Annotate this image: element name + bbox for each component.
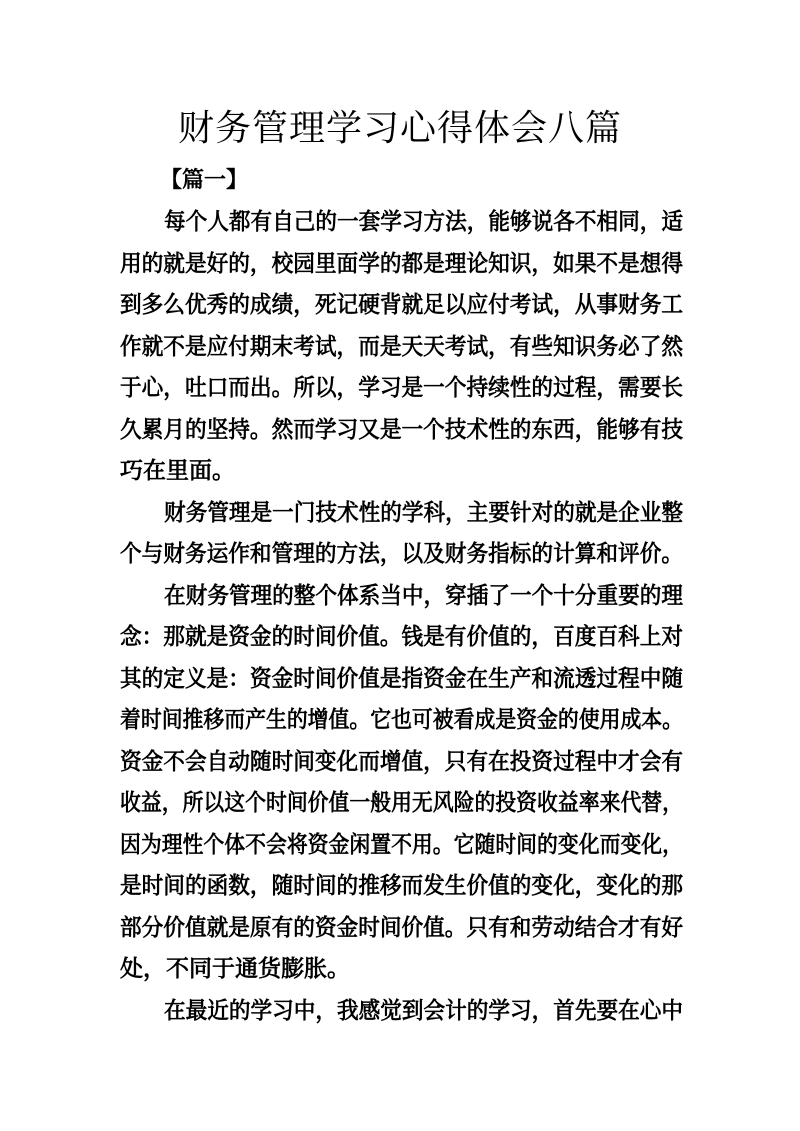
section-heading: 【篇一】 — [160, 167, 249, 193]
paragraph-line: 到多么优秀的成绩，死记硬背就足以应付考试，从事财务工 — [120, 291, 683, 318]
paragraph-line: 于心，吐口而出。所以，学习是一个持续性的过程，需要长 — [120, 374, 683, 401]
document-title: 财务管理学习心得体会八篇 — [177, 108, 622, 149]
paragraph-line: 处，不同于通货膨胀。 — [120, 955, 350, 982]
paragraph-line: 个与财务运作和管理的方法，以及财务指标的计算和评价。 — [120, 540, 683, 567]
paragraph-line: 在财务管理的整个体系当中，穿插了一个十分重要的理 — [164, 582, 683, 609]
paragraph-line: 收益，所以这个时间价值一般用无风险的投资收益率来代替， — [120, 789, 683, 816]
paragraph-line: 因为理性个体不会将资金闲置不用。它随时间的变化而变化， — [120, 831, 683, 858]
paragraph-line: 资金不会自动随时间变化而增值，只有在投资过程中才会有 — [120, 748, 683, 775]
paragraph-line: 部分价值就是原有的资金时间价值。只有和劳动结合才有好 — [120, 914, 683, 941]
paragraph-line: 着时间推移而产生的增值。它也可被看成是资金的使用成本。 — [120, 706, 683, 733]
paragraph-line: 在最近的学习中，我感觉到会计的学习，首先要在心中 — [164, 997, 683, 1024]
paragraph-line: 念：那就是资金的时间价值。钱是有价值的，百度百科上对 — [120, 623, 683, 650]
paragraph-line: 久累月的坚持。然而学习又是一个技术性的东西，能够有技 — [120, 416, 683, 443]
paragraph-line: 作就不是应付期末考试，而是天天考试，有些知识务必了然 — [120, 333, 683, 360]
paragraph-line: 其的定义是：资金时间价值是指资金在生产和流透过程中随 — [120, 665, 683, 692]
paragraph-line: 是时间的函数，随时间的推移而发生价值的变化，变化的那 — [120, 872, 683, 899]
paragraph-line: 巧在里面。 — [120, 457, 235, 484]
paragraph-line: 每个人都有自己的一套学习方法，能够说各不相同，适 — [164, 208, 683, 235]
paragraph-line: 用的就是好的，校园里面学的都是理论知识，如果不是想得 — [120, 250, 683, 277]
paragraph-line: 财务管理是一门技术性的学科，主要针对的就是企业整 — [164, 499, 683, 526]
